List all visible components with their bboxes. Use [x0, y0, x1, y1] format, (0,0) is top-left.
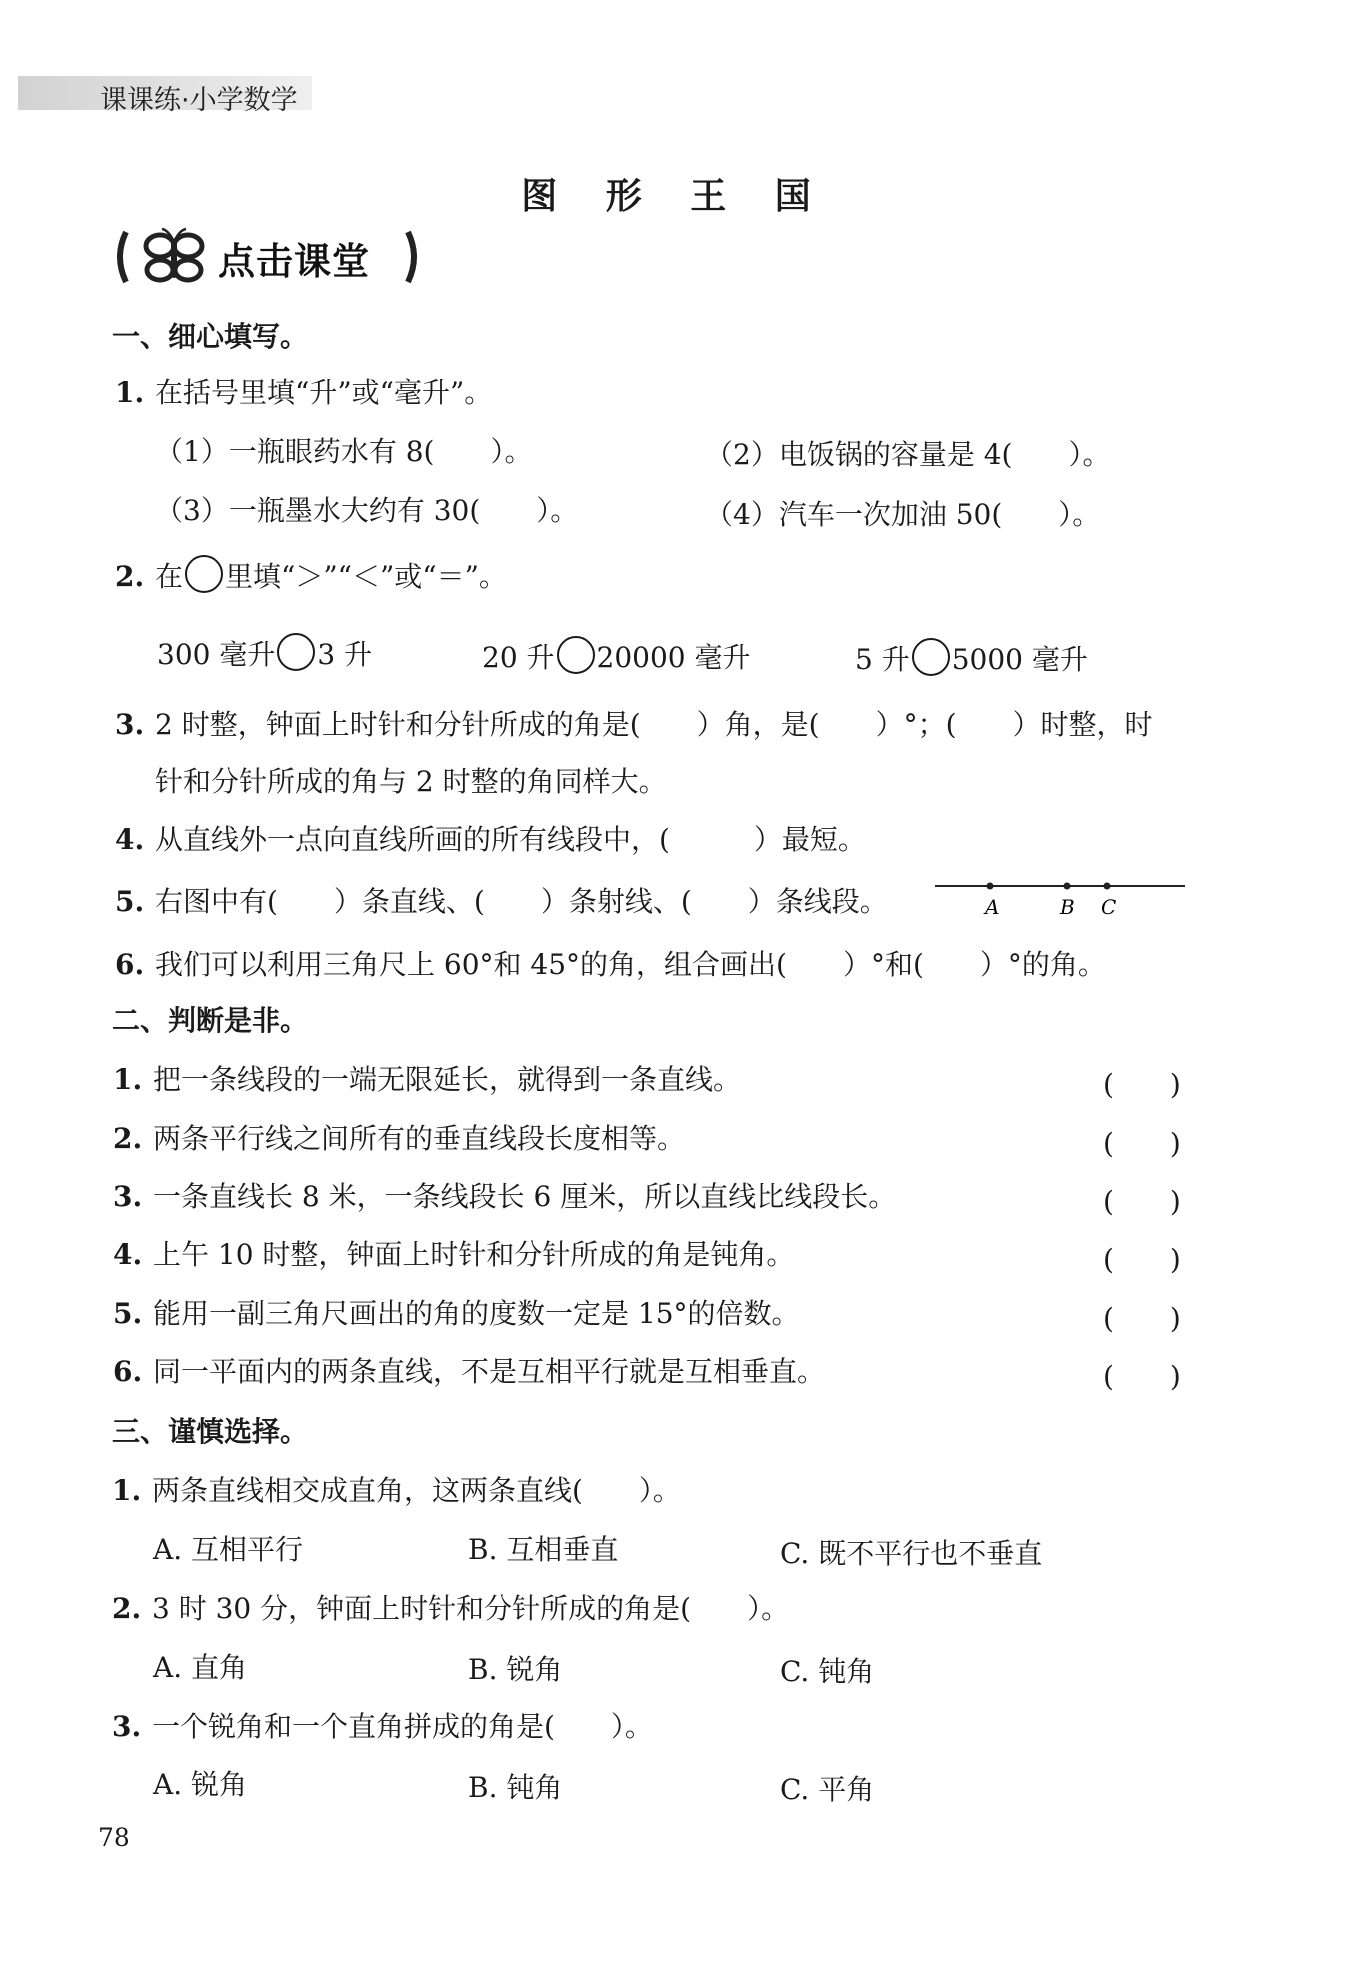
s2-item-6	[113, 1350, 825, 1390]
s2-item-text: 上午 10 时整，钟面上时针和分针所成的角是钝角。	[153, 1238, 795, 1271]
s2-item-text: 把一条线段的一端无限延长，就得到一条直线。	[153, 1063, 742, 1096]
s1-q2-text-post: 里填“＞”“＜”或“＝”。	[225, 560, 507, 593]
s1-q1-text: 在括号里填“升”或“毫升”。	[155, 376, 493, 409]
label-b: B	[1060, 895, 1075, 919]
s2-item-text: 同一平面内的两条直线，不是互相平行就是互相垂直。	[153, 1355, 826, 1388]
s1-q2	[115, 555, 507, 595]
page-title: 图 形 王 国	[521, 176, 829, 217]
section1-heading: 一、细心填写。	[112, 320, 309, 353]
header-title: 课课练·小学数学	[100, 85, 298, 116]
s2-item-num: 2.	[113, 1122, 143, 1155]
s2-item-num: 1.	[113, 1063, 143, 1096]
option-c[interactable]: C. 钝角	[780, 1655, 875, 1688]
s3-q-text: 3 时 30 分，钟面上时针和分针所成的角是( ）。	[152, 1592, 790, 1625]
s1-q4-num: 4.	[115, 823, 145, 856]
s2-item-1	[113, 1058, 741, 1098]
compare-item-3	[855, 638, 1088, 678]
s1-q2-text-pre: 在	[155, 560, 184, 593]
s3-q-num: 1.	[112, 1474, 142, 1507]
s2-item-num: 4.	[113, 1238, 143, 1271]
s1-q5	[115, 880, 888, 920]
s1-q1-item-1: （1）一瓶眼药水有 8( ）。	[155, 435, 533, 468]
banner-title: 点击课堂	[218, 240, 370, 283]
judge-paren[interactable]: ( )	[1103, 1185, 1181, 1218]
compare-left: 20 升	[482, 641, 555, 674]
s1-q5-text: 右图中有( ）条直线、( ）条射线、( ）条线段。	[155, 885, 888, 918]
compare-circle[interactable]	[557, 636, 595, 674]
s1-q1-item-2: （2）电饭锅的容量是 4( ）。	[705, 438, 1111, 471]
compare-item-2	[482, 636, 751, 676]
judge-paren[interactable]: ( )	[1103, 1360, 1181, 1393]
s2-item-num: 6.	[113, 1355, 143, 1388]
judge-paren[interactable]: ( )	[1103, 1127, 1181, 1160]
point-c	[1104, 883, 1111, 890]
circle-blank-icon	[185, 555, 223, 593]
s2-item-text: 能用一副三角尺画出的角的度数一定是 15°的倍数。	[153, 1297, 800, 1330]
s3-q-text: 一个锐角和一个直角拼成的角是( ）。	[152, 1710, 653, 1743]
compare-left: 300 毫升	[157, 638, 276, 671]
butterfly-icon	[146, 229, 202, 280]
s1-q6	[115, 943, 1106, 983]
section3-heading: 三、谨慎选择。	[112, 1415, 309, 1448]
compare-item-1	[157, 633, 372, 673]
s2-item-num: 5.	[113, 1297, 143, 1330]
option-c[interactable]: C. 既不平行也不垂直	[780, 1537, 1043, 1570]
s1-q4-text: 从直线外一点向直线所画的所有线段中，( ）最短。	[155, 823, 866, 856]
compare-right: 20000 毫升	[596, 641, 751, 674]
option-b[interactable]: B. 锐角	[468, 1653, 563, 1686]
compare-circle[interactable]	[277, 633, 315, 671]
judge-paren[interactable]: ( )	[1103, 1302, 1181, 1335]
judge-paren[interactable]: ( )	[1103, 1068, 1181, 1101]
s1-q3	[115, 703, 1153, 743]
s1-q1-item-3: （3）一瓶墨水大约有 30( ）。	[155, 494, 579, 527]
s2-item-num: 3.	[113, 1180, 143, 1213]
s1-q6-num: 6.	[115, 948, 145, 981]
option-a[interactable]: A. 互相平行	[153, 1533, 304, 1566]
point-a	[987, 883, 994, 890]
s1-q1-item-4: （4）汽车一次加油 50( ）。	[705, 498, 1101, 531]
s2-item-text: 一条直线长 8 米，一条线段长 6 厘米，所以直线比线段长。	[153, 1180, 897, 1213]
s1-q6-text: 我们可以利用三角尺上 60°和 45°的角，组合画出( ）°和( ）°的角。	[155, 948, 1106, 981]
s2-item-3	[113, 1175, 896, 1215]
s3-q-num: 3.	[112, 1710, 142, 1743]
option-b[interactable]: B. 互相垂直	[468, 1533, 619, 1566]
s1-q1	[115, 371, 492, 411]
option-a[interactable]: A. 直角	[153, 1651, 248, 1684]
s3-q-num: 2.	[112, 1592, 142, 1625]
s2-item-2	[113, 1117, 685, 1157]
compare-circle[interactable]	[912, 638, 950, 676]
label-a: A	[985, 895, 1000, 919]
s2-item-text: 两条平行线之间所有的垂直线段长度相等。	[153, 1122, 686, 1155]
section2-heading: 二、判断是非。	[112, 1004, 309, 1037]
s1-q1-num: 1.	[115, 376, 145, 409]
page-number: 78	[98, 1823, 130, 1852]
option-c[interactable]: C. 平角	[780, 1773, 875, 1806]
point-b	[1064, 883, 1071, 890]
compare-right: 3 升	[317, 638, 373, 671]
s3-q-text: 两条直线相交成直角，这两条直线( ）。	[152, 1474, 681, 1507]
s1-q4	[115, 818, 866, 858]
option-a[interactable]: A. 锐角	[153, 1768, 248, 1801]
compare-right: 5000 毫升	[951, 643, 1088, 676]
s1-q2-num: 2.	[115, 560, 145, 593]
s1-q5-num: 5.	[115, 885, 145, 918]
s1-q3-line1: 2 时整，钟面上时针和分针所成的角是( ）角，是( ）°；( ）时整，时	[155, 708, 1153, 741]
judge-paren[interactable]: ( )	[1103, 1243, 1181, 1276]
compare-left: 5 升	[855, 643, 910, 676]
s2-item-5	[113, 1292, 800, 1332]
s1-q3-num: 3.	[115, 708, 145, 741]
s3-q3	[112, 1705, 653, 1745]
s3-q2	[112, 1587, 789, 1627]
s1-q3-line2: 针和分针所成的角与 2 时整的角同样大。	[155, 765, 667, 798]
line-figure	[935, 872, 1190, 922]
s3-q1	[112, 1469, 681, 1509]
s2-item-4	[113, 1233, 794, 1273]
label-c: C	[1101, 895, 1117, 919]
option-b[interactable]: B. 钝角	[468, 1771, 563, 1804]
